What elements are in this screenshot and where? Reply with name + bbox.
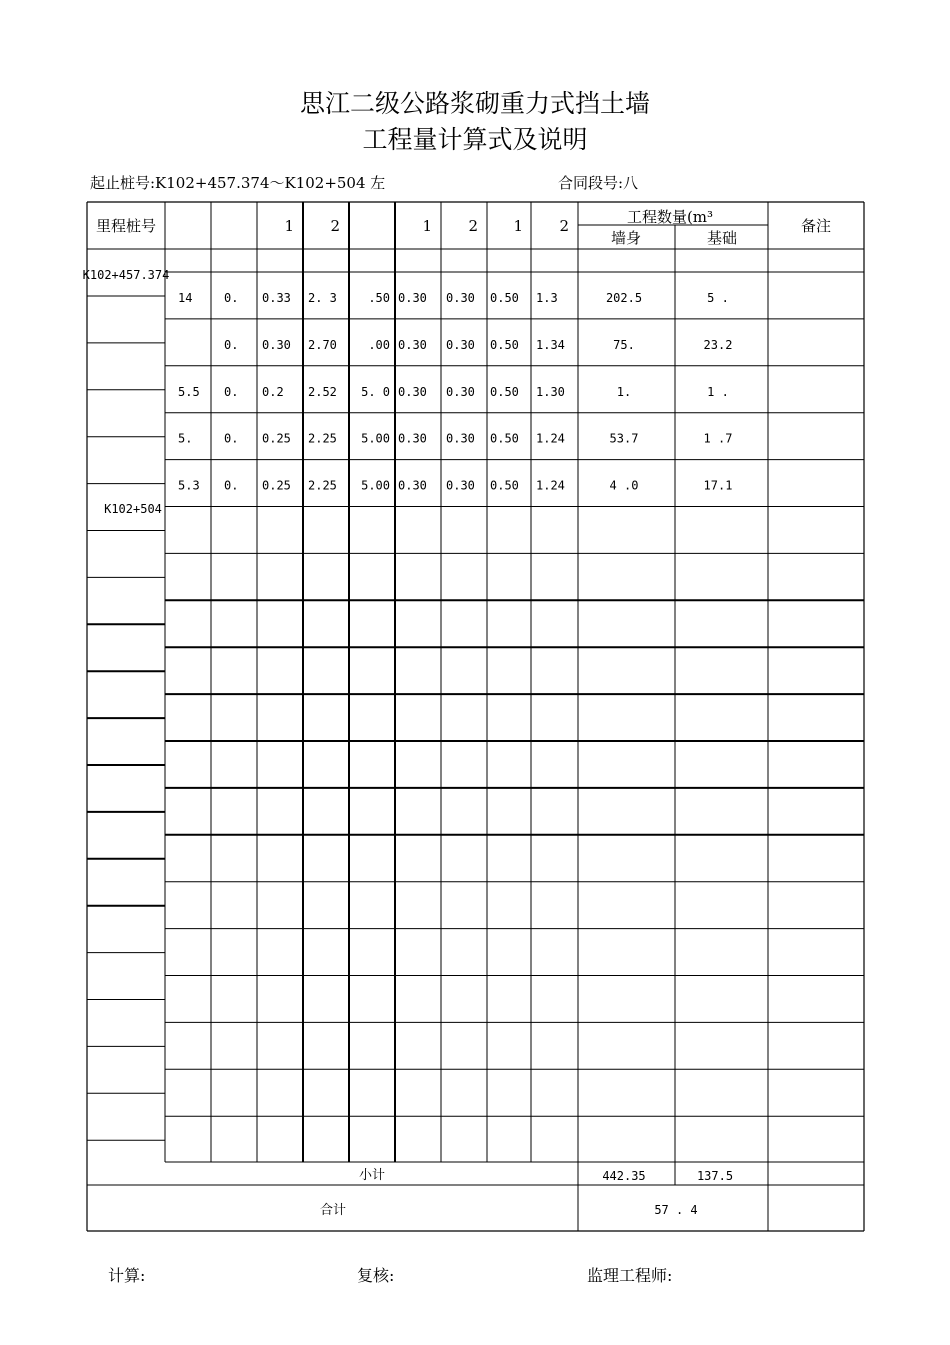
cell-r3-c5: 0.30 <box>398 431 427 446</box>
cell-r4-c3: 2.25 <box>308 478 337 493</box>
header-base-volume: 基础 <box>706 229 738 247</box>
header-wall-volume: 墙身 <box>610 229 642 247</box>
cell-r2-c8: 1.30 <box>536 384 565 399</box>
cell-r2-wall: 1. <box>616 384 632 399</box>
cell-r3-c8: 1.24 <box>536 431 565 446</box>
cell-r3-c6: 0.30 <box>446 431 475 446</box>
total-label: 合计 <box>319 1203 347 1218</box>
review-signature-label: 复核: <box>357 1266 395 1285</box>
cell-r1-base: 23.2 <box>703 337 733 352</box>
subtotal-base: 137.5 <box>696 1169 734 1183</box>
cell-r1-c5: 0.30 <box>398 337 427 352</box>
cell-r1-c1: 0. <box>224 337 239 352</box>
header-c3: 1 <box>284 217 294 235</box>
cell-r0-c4: .50 <box>368 291 390 305</box>
cell-r0-c3: 2. 3 <box>308 291 337 305</box>
cell-r1-c4: .00 <box>368 337 390 352</box>
cell-r0-base: 5 . <box>707 291 729 305</box>
cell-r0-c1: 0. <box>224 291 239 305</box>
supervisor-signature-label: 监理工程师: <box>587 1266 673 1285</box>
header-quantity-group: 工程数量(m³ <box>626 208 714 226</box>
cell-r4-base: 17.1 <box>703 478 733 493</box>
cell-r1-c2: 0.30 <box>262 337 291 352</box>
cell-r0-c5: 0.30 <box>398 291 427 305</box>
cell-r2-c6: 0.30 <box>446 384 475 399</box>
cell-r4-wall: 4 .0 <box>609 478 639 493</box>
cell-r3-c2: 0.25 <box>262 431 291 446</box>
cell-r3-wall: 53.7 <box>609 431 639 446</box>
cell-r2-c5: 0.30 <box>398 384 427 399</box>
subtotal-label: 小计 <box>358 1168 386 1183</box>
cell-r4-c5: 0.30 <box>398 478 427 493</box>
cell-r0-c8: 1.3 <box>536 291 558 305</box>
cell-r4-c1: 0. <box>224 478 239 493</box>
cell-r0-c7: 0.50 <box>490 291 519 305</box>
cell-r3-c4: 5.00 <box>361 431 390 446</box>
cell-r4-c8: 1.24 <box>536 478 565 493</box>
contract-section: 合同段号:八 <box>558 174 639 192</box>
cell-r1-c3: 2.70 <box>308 337 337 352</box>
cell-r0-wall: 202.5 <box>605 291 643 305</box>
cell-r3-c7: 0.50 <box>490 431 519 446</box>
header-c9: 2 <box>559 217 569 235</box>
header-c7: 2 <box>468 217 478 235</box>
subtotal-wall: 442.35 <box>602 1169 646 1183</box>
cell-r0-c2: 0.33 <box>262 291 291 305</box>
cell-r0-c0: 14 <box>178 291 193 305</box>
cell-r2-c7: 0.50 <box>490 384 519 399</box>
page-subtitle: 工程量计算式及说明 <box>362 125 588 154</box>
cell-r1-c6: 0.30 <box>446 337 475 352</box>
header-c4: 2 <box>330 217 340 235</box>
cell-r2-c2: 0.2 <box>262 384 284 399</box>
cell-r4-c4: 5.00 <box>361 478 390 493</box>
cell-r4-c6: 0.30 <box>446 478 475 493</box>
cell-r1-wall: 75. <box>613 337 635 352</box>
cell-r3-base: 1 .7 <box>703 431 733 446</box>
cell-r4-c7: 0.50 <box>490 478 519 493</box>
station-start: K102+457.374 <box>82 268 170 282</box>
cell-r2-c0: 5.5 <box>178 384 200 399</box>
header-c8: 1 <box>513 217 523 235</box>
cell-r2-base: 1 . <box>707 384 729 399</box>
header-c6: 1 <box>422 217 432 235</box>
cell-r0-c6: 0.30 <box>446 291 475 305</box>
total-value: 57 . 4 <box>654 1203 698 1217</box>
cell-r3-c1: 0. <box>224 431 239 446</box>
cell-r3-c3: 2.25 <box>308 431 337 446</box>
cell-r4-c0: 5.3 <box>178 478 200 493</box>
cell-r2-c1: 0. <box>224 384 239 399</box>
header-remarks: 备注 <box>800 217 832 235</box>
station-range: 起止桩号:K102+457.374～K102+504 左 <box>90 174 386 192</box>
cell-r4-c2: 0.25 <box>262 478 291 493</box>
station-end: K102+504 <box>104 502 162 516</box>
cell-r1-c7: 0.50 <box>490 337 519 352</box>
header-station: 里程桩号 <box>95 217 157 235</box>
page-title: 思江二级公路浆砌重力式挡土墙 <box>299 89 650 118</box>
cell-r1-c8: 1.34 <box>536 337 565 352</box>
cell-r2-c4: 5. 0 <box>361 384 390 399</box>
calc-signature-label: 计算: <box>108 1266 146 1285</box>
cell-r2-c3: 2.52 <box>308 384 337 399</box>
cell-r3-c0: 5. <box>178 431 193 446</box>
